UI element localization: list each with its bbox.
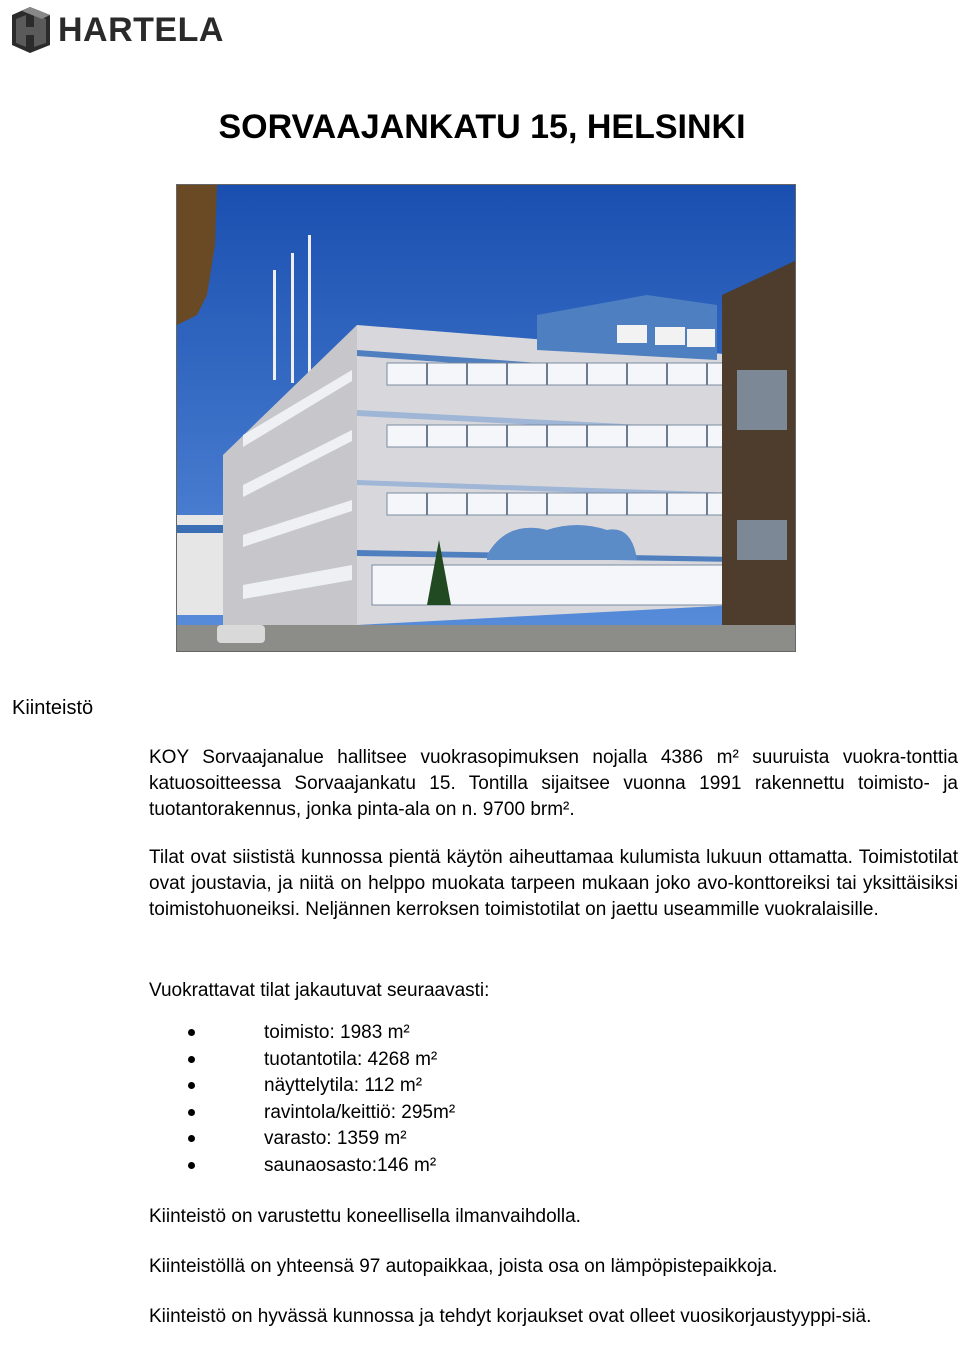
hartela-logo	[8, 4, 224, 56]
space-item: tuotantotila: 4268 m²	[264, 1048, 438, 1070]
bullet-icon	[188, 1109, 195, 1116]
bullet-icon	[188, 1056, 195, 1063]
building-illustration	[177, 185, 796, 652]
description-paragraph: KOY Sorvaajanalue hallitsee vuokrasopimuksen nojalla 4386 m² suuruista vuokra-tonttia katuosoitteessa Sorvaajankatu 15. Tontilla sijaitsee vuonna 1991 rakennettu toimisto- ja tuotantorakennus, jonka pinta-ala on n. 9700 brm².	[149, 747, 958, 820]
hartela-logo-icon	[8, 5, 54, 55]
repairs-paragraph: Kiinteistö on hyvässä kunnossa ja tehdyt korjaukset ovat olleet vuosikorjaustyyppi-siä.	[149, 1306, 872, 1327]
list-item	[149, 1047, 455, 1074]
building-photo	[176, 184, 796, 652]
bullet-icon	[188, 1082, 195, 1089]
space-item: toimisto: 1983 m²	[264, 1022, 410, 1043]
parking-paragraph: Kiinteistöllä on yhteensä 97 autopaikkaa, joista osa on lämpöpistepaikkoja.	[149, 1256, 778, 1277]
brand-name: HARTELA	[58, 10, 224, 49]
section-label: Kiinteistö	[12, 697, 94, 719]
list-item	[149, 1100, 455, 1127]
bullet-icon	[188, 1162, 195, 1169]
ventilation-paragraph: Kiinteistö on varustettu koneellisella ilmanvaihdolla.	[149, 1206, 581, 1227]
list-item	[149, 1073, 455, 1100]
page-title: SORVAAJANKATU 15, HELSINKI	[218, 108, 746, 146]
space-item: saunaosasto:146 m²	[264, 1154, 437, 1176]
list-item	[149, 1126, 455, 1153]
bullet-icon	[188, 1029, 195, 1036]
list-item	[149, 1153, 455, 1180]
condition-paragraph: Tilat ovat siististä kunnossa pientä käytön aiheuttamaa kulumista lukuun ottamatta. Toimistotilat ovat joustavia, ja niitä on helppo muokata tarpeen mukaan joko avo-konttoreiksi tai yksittäisiksi toimistohuoneiksi. Neljännen kerroksen toimistotilat on jaettu useammille vuokralaisille.	[149, 847, 958, 920]
space-item: ravintola/keittiö: 295m²	[264, 1101, 456, 1123]
spaces-list	[149, 1020, 455, 1179]
space-item: varasto: 1359 m²	[264, 1128, 407, 1149]
list-item	[149, 1020, 455, 1047]
spaces-intro: Vuokrattavat tilat jakautuvat seuraavasti:	[149, 980, 490, 1001]
bullet-icon	[188, 1135, 195, 1142]
space-item: näyttelytila: 112 m²	[264, 1075, 423, 1096]
